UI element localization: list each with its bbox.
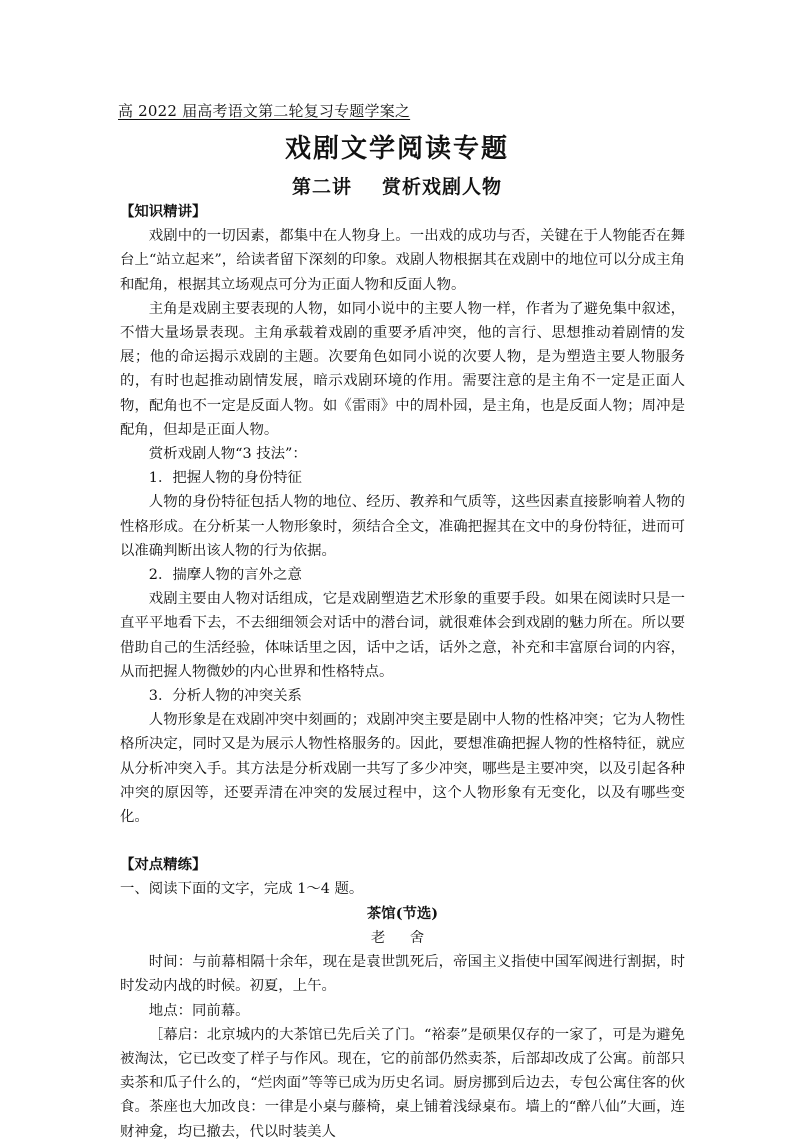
method-heading-2: 2．揣摩人物的言外之意 bbox=[148, 567, 302, 584]
play-title: 茶馆(节选) bbox=[366, 904, 439, 922]
paragraph: 主角是戏剧主要表现的人物，如同小说中的主要人物一样，作者为了避免集中叙述，不惜大量场景表现。主角承载着戏剧的重要矛盾冲突，他的言行、思想推动着剧情的发展；他的命运揭示戏剧的主题。次要角色如同小说的次要人物，是为塑造主要人物服务的，有时也起推动剧情发展，暗示戏剧环境的作用。需要注意的是主角不一定是正面人物，配角也不一定是反面人物。如《雷雨》中的周朴园，是主角，也是反面人物；周冲是配角，但却是正面人物。 bbox=[120, 300, 685, 438]
play-author: 老 舍 bbox=[370, 929, 435, 946]
paragraph: 人物的身份特征包括人物的地位、经历、教养和气质等，这些因素直接影响着人物的性格形成。在分析某一人物形象时，须结合全文，准确把握其在文中的身份特征，进而可以准确判断出该人物的行为依据。 bbox=[120, 494, 685, 559]
section-heading-practice: 【对点精练】 bbox=[120, 856, 207, 874]
lecture-subtitle bbox=[0, 172, 794, 199]
paragraph: 赏析戏剧人物“3 技法”： bbox=[148, 446, 307, 463]
section-heading-knowledge: 【知识精讲】 bbox=[120, 203, 207, 220]
document-body bbox=[120, 200, 685, 1144]
lecture-topic: 赏析戏剧人物 bbox=[382, 176, 503, 198]
lecture-number: 第二讲 bbox=[291, 176, 352, 198]
document-title: 戏剧文学阅读专题 bbox=[284, 134, 509, 164]
method-heading-1: 1．把握人物的身份特征 bbox=[148, 470, 302, 487]
play-stage-place: 地点：同前幕。 bbox=[148, 1002, 250, 1019]
document-header: 高 2022 届高考语文第二轮复习专题学案之 bbox=[118, 102, 411, 120]
method-heading-3: 3．分析人物的冲突关系 bbox=[148, 688, 302, 705]
paragraph: 戏剧中的一切因素，都集中在人物身上。一出戏的成功与否，关键在于人物能否在舞台上“站立起来”，给读者留下深刻的印象。戏剧人物根据其在戏剧中的地位可以分成主角和配角，根据其立场观点可分为正面人物和反面人物。 bbox=[120, 228, 685, 293]
play-stage-direction: ［幕启：北京城内的大茶馆已先后关了门。“裕泰”是硕果仅存的一家了，可是为避免被淘汰，它已改变了样子与作风。现在，它的前部仍然卖茶，后部却改成了公寓。前部只卖茶和瓜子什么的，“烂肉面”等等已成为历史名词。厨房挪到后边去，专包公寓住客的伙食。茶座也大加改良：一律是小桌与藤椅，桌上铺着浅绿桌布。墙上的“醉八仙”大画，连财神龛，均已撤去，代以时装美人 bbox=[120, 1026, 685, 1140]
blank-line bbox=[120, 829, 685, 853]
paragraph: 戏剧主要由人物对话组成，它是戏剧塑造艺术形象的重要手段。如果在阅读时只是一直平平地看下去，不去细细领会对话中的潜台词，就很难体会到戏剧的魅力所在。所以要借助自己的生活经验，体味话里之因，话中之话，话外之意，补充和丰富原台词的内容，从而把握人物微妙的内心世界和性格特点。 bbox=[120, 591, 685, 680]
paragraph: 人物形象是在戏剧冲突中刻画的；戏剧冲突主要是剧中人物的性格冲突；它为人物性格所决定，同时又是为展示人物性格服务的。因此，要想准确把握人物的性格特征，就应从分析冲突入手。其方法是分析戏剧一共写了多少冲突，哪些是主要冲突，以及引起各种冲突的原因等，还要弄清在冲突的发展过程中，这个人物形象有无变化，以及有哪些变化。 bbox=[120, 712, 685, 826]
question-instruction: 一、阅读下面的文字，完成 1～4 题。 bbox=[120, 881, 364, 898]
play-stage-time: 时间：与前幕相隔十余年，现在是袁世凯死后，帝国主义指使中国军阀进行割据，时时发动内战的时候。初夏，上午。 bbox=[120, 954, 685, 995]
